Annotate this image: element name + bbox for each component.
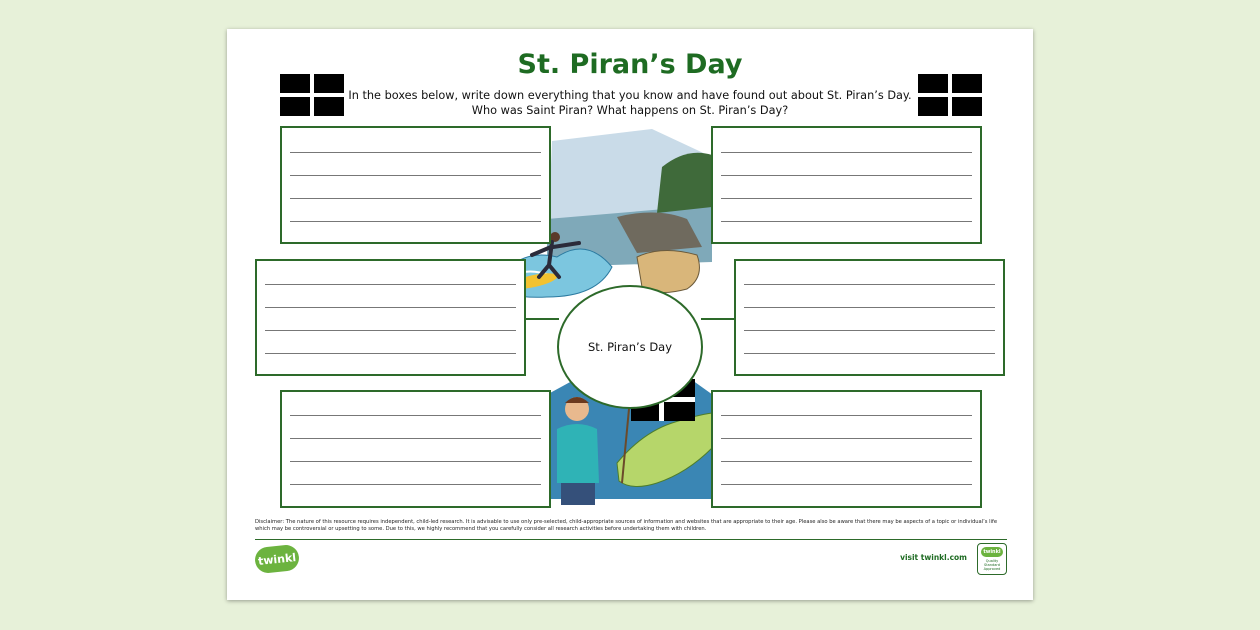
answer-box-bottom-right[interactable]	[711, 390, 982, 508]
answer-box-middle-left[interactable]	[255, 259, 526, 376]
cornish-flag-icon-left	[280, 74, 344, 116]
answer-box-top-left[interactable]	[280, 126, 551, 244]
center-circle	[557, 285, 703, 409]
connector-right	[701, 318, 735, 320]
answer-box-middle-right[interactable]	[734, 259, 1005, 376]
quality-badge-icon	[977, 543, 1007, 575]
logo-text: twinkl	[257, 550, 297, 568]
answer-box-bottom-left[interactable]	[280, 390, 551, 508]
footer-divider	[255, 539, 1007, 540]
instructions-line-1: In the boxes below, write down everything that you know and have found out about St. Piran’s Day.	[348, 89, 912, 102]
worksheet	[227, 29, 1033, 600]
instructions-line-2: Who was Saint Piran? What happens on St. Piran’s Day?	[471, 104, 789, 117]
instructions	[347, 88, 913, 118]
cornish-flag-icon-right	[918, 74, 982, 116]
badge-text: Quality Standard Approved	[983, 559, 1001, 571]
answer-box-top-right[interactable]	[711, 126, 982, 244]
disclaimer: Disclaimer: The nature of this resource requires independent, child-led research. It is advisable to use only pre-selected, child-appropriate sources of information and websites that are appropriate to their age. Please also be aware that there may be aspects of a topic or individual’s life which may be controversial or upsetting to some. Due to this, we highly recommend that you carefully consider all research activities before undertaking them with children.	[255, 519, 998, 532]
page-title: St. Piran’s Day	[517, 49, 743, 80]
twinkl-logo[interactable]	[254, 544, 300, 574]
center-label: St. Piran’s Day	[587, 340, 673, 354]
visit-link[interactable]: visit twinkl.com	[900, 553, 967, 562]
connector-left	[525, 318, 559, 320]
badge-title: twinkl	[981, 547, 1003, 557]
